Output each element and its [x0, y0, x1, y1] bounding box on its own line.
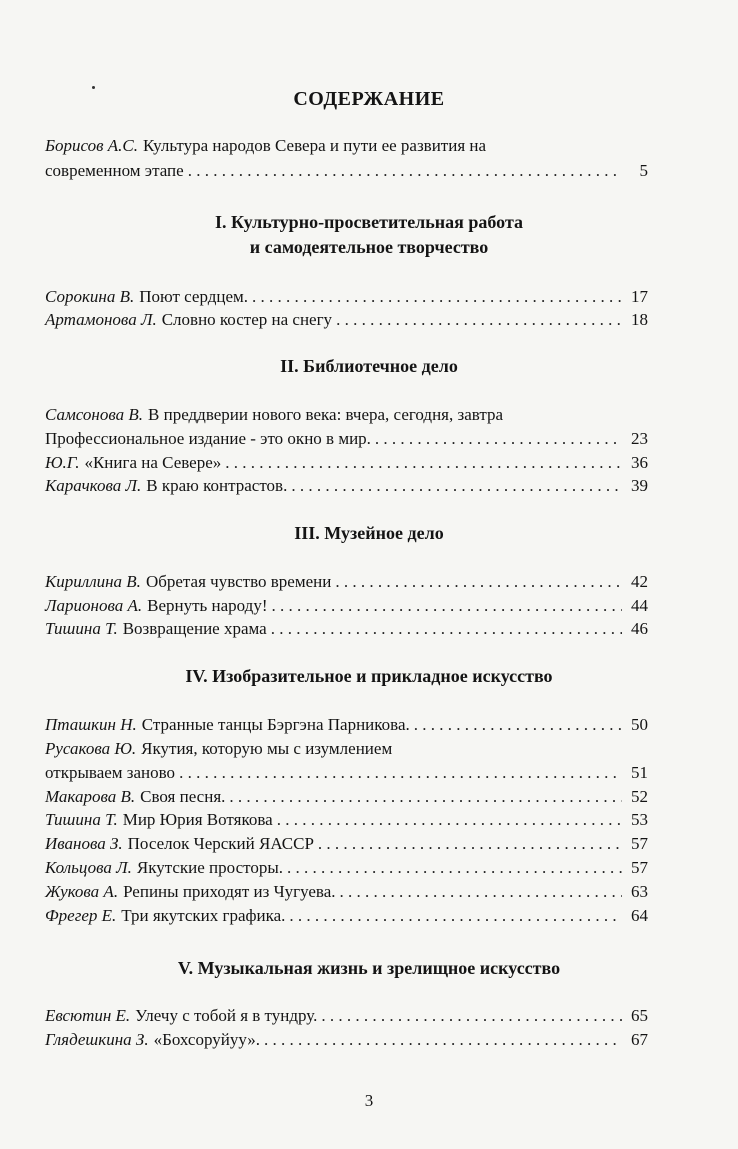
intro-entry-line1: [45, 134, 486, 158]
leader-dots: [321, 1004, 622, 1028]
entry-page: 50: [631, 715, 648, 734]
entry-page: 52: [631, 787, 648, 806]
entry-author: Фрегер Е.: [45, 906, 117, 925]
toc-entry: [45, 856, 648, 880]
entry-title: «Бохсоруйуу».: [153, 1030, 261, 1049]
entry-page: 42: [631, 572, 648, 591]
leader-dots: [335, 570, 622, 594]
leader-dots: [289, 904, 622, 928]
entry-title-cont: Профессиональное издание - это окно в мир.: [45, 429, 371, 448]
entry-page: 53: [631, 810, 648, 829]
toc-entry: [45, 1028, 648, 1052]
toc-entry: [45, 594, 648, 618]
entry-title: Поселок Черский ЯАССР: [127, 834, 314, 853]
section-heading-cont: и самодеятельное творчество: [249, 237, 489, 257]
toc-entry: [45, 713, 648, 737]
entry-author: Тишина Т.: [45, 619, 118, 638]
entry-title: Репины приходят из Чугуева.: [123, 882, 336, 901]
leader-dots: [225, 451, 622, 475]
toc-entry: [45, 1004, 648, 1028]
entry-title: Своя песня.: [140, 787, 226, 806]
entry-page: 63: [631, 882, 648, 901]
entry-author: Самсонова В.: [45, 405, 144, 424]
entry-author: Ларионова А.: [45, 596, 143, 615]
entry-title: Возвращение храма: [122, 619, 267, 638]
entry-page: 67: [631, 1030, 648, 1049]
leader-dots: [336, 308, 622, 332]
entry-title: Странные танцы Бэргэна Парникова.: [141, 715, 410, 734]
entry-author: Глядешкина З.: [45, 1030, 149, 1049]
toc-entry: [45, 880, 648, 904]
entry-page: 39: [631, 476, 648, 495]
leader-dots: [277, 808, 622, 832]
leader-dots: [252, 285, 622, 309]
toc-entry-line1: [45, 737, 392, 761]
entry-page: 57: [631, 858, 648, 877]
entry-author: Ю.Г.: [45, 453, 80, 472]
toc-entry: [45, 904, 648, 928]
toc-entry: [45, 474, 648, 498]
entry-title: Словно костер на снегу: [161, 310, 333, 329]
toc-entry: [45, 808, 648, 832]
leader-dots: [271, 617, 622, 641]
entry-page: 64: [631, 906, 648, 925]
entry-page: 44: [631, 596, 648, 615]
toc-entry: [45, 570, 648, 594]
section-heading: I. Культурно-просветительная работа: [214, 212, 524, 232]
entry-title: Улечу с тобой я в тундру.: [135, 1006, 318, 1025]
toc-entry-line2: [45, 427, 648, 451]
toc-entry: [45, 785, 648, 809]
leader-dots: [340, 880, 622, 904]
entry-page: 18: [631, 310, 648, 329]
entry-author: Карачкова Л.: [45, 476, 142, 495]
leader-dots: [375, 427, 622, 451]
entry-author: Евсютин Е.: [45, 1006, 131, 1025]
page-number: 3: [364, 1091, 374, 1110]
leader-dots: [229, 785, 622, 809]
leader-dots: [318, 832, 622, 856]
entry-title: В преддверии нового века: вчера, сегодня, завтра: [148, 405, 504, 424]
intro-entry-line2: [45, 159, 648, 183]
entry-author: Кириллина В.: [45, 572, 141, 591]
leader-dots: [188, 159, 622, 183]
entry-page: 17: [631, 287, 648, 306]
entry-title: Поют сердцем.: [139, 287, 249, 306]
section-heading: V. Музыкальная жизнь и зрелищное искусство: [177, 958, 561, 978]
leader-dots: [287, 856, 622, 880]
section-heading: III. Музейное дело: [294, 523, 444, 543]
entry-page: 36: [631, 453, 648, 472]
entry-page: 65: [631, 1006, 648, 1025]
leader-dots: [291, 474, 622, 498]
entry-title: Якутия, которую мы с изумлением: [141, 739, 393, 758]
entry-author: Артамонова Л.: [45, 310, 157, 329]
toc-entry: [45, 451, 648, 475]
leader-dots: [179, 761, 622, 785]
toc-entry: [45, 832, 648, 856]
leader-dots: [414, 713, 622, 737]
entry-title-cont: современном этапе: [45, 161, 184, 180]
entry-title: Культура народов Севера и пути ее развития на: [143, 136, 487, 155]
leader-dots: [272, 594, 623, 618]
entry-page: 23: [631, 429, 648, 448]
toc-entry: [45, 617, 648, 641]
entry-title: В краю контрастов.: [146, 476, 288, 495]
entry-title: Якутские просторы.: [136, 858, 283, 877]
entry-title-cont: открываем заново: [45, 763, 176, 782]
section-heading: II. Библиотечное дело: [280, 356, 458, 376]
section-heading: IV. Изобразительное и прикладное искусство: [185, 666, 553, 686]
toc-entry-line1: [45, 403, 503, 427]
page-title: СОДЕРЖАНИЕ: [293, 88, 445, 110]
entry-author: Пташкин Н.: [45, 715, 137, 734]
entry-title: Обретая чувство времени: [145, 572, 332, 591]
entry-page: 57: [631, 834, 648, 853]
entry-author: Жукова А.: [45, 882, 119, 901]
entry-title: Три якутских графика.: [121, 906, 286, 925]
entry-author: Кольцова Л.: [45, 858, 132, 877]
toc-entry: [45, 308, 648, 332]
entry-title: Мир Юрия Вотякова: [122, 810, 273, 829]
entry-author: Русакова Ю.: [45, 739, 137, 758]
entry-author: Иванова З.: [45, 834, 123, 853]
entry-title: «Книга на Севере»: [84, 453, 222, 472]
entry-author: Сорокина В.: [45, 287, 135, 306]
entry-author: Макарова В.: [45, 787, 136, 806]
toc-entry-line2: [45, 761, 648, 785]
entry-page: 46: [631, 619, 648, 638]
entry-page: 51: [631, 763, 648, 782]
entry-page: 5: [639, 161, 648, 180]
entry-title: Вернуть народу!: [147, 596, 268, 615]
leader-dots: [264, 1028, 622, 1052]
entry-author: Борисов А.С.: [45, 136, 139, 155]
entry-author: Тишина Т.: [45, 810, 118, 829]
toc-entry: [45, 285, 648, 309]
